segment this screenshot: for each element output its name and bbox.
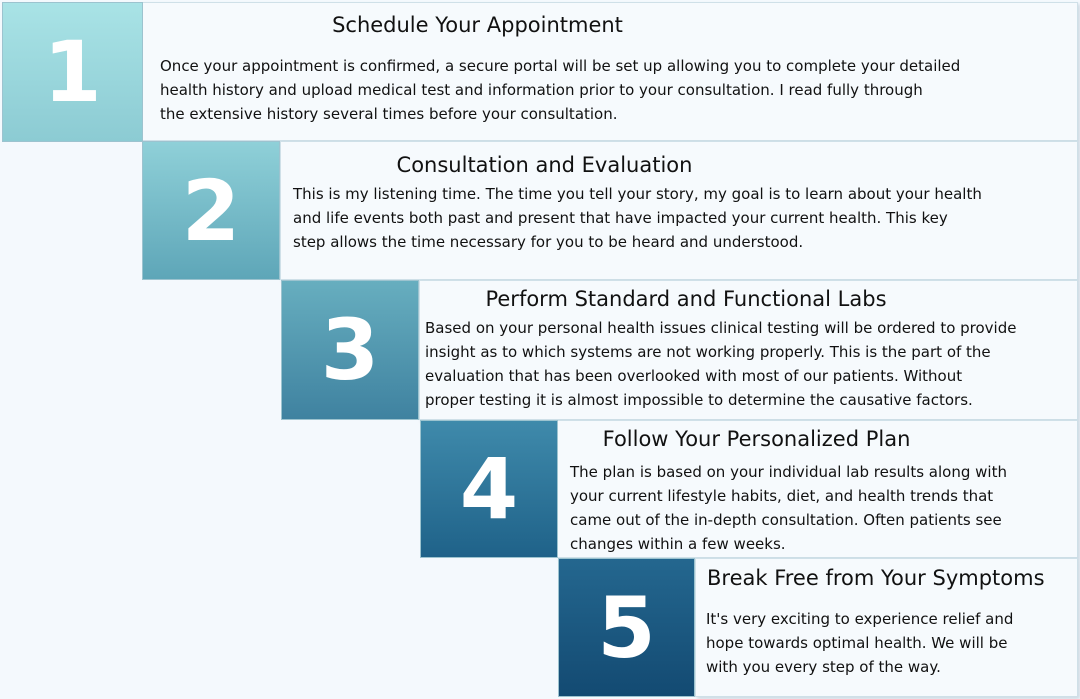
step-5-line: with you every step of the way.	[706, 658, 941, 676]
step-4-description	[570, 460, 1007, 556]
step-3-title: Perform Standard and Functional Labs	[485, 287, 887, 311]
step-3-line: evaluation that has been overlooked with most of our patients. Without	[425, 367, 963, 385]
step-1-description	[160, 54, 960, 126]
step-3-line: insight as to which systems are not working properly. This is the part of the	[425, 343, 991, 361]
step-2-line: and life events both past and present that have impacted your current health. This key	[293, 209, 948, 227]
step-1-line: health history and upload medical test and information prior to your consultation. I read fully through	[160, 81, 923, 99]
step-5-number: 5	[558, 558, 695, 697]
step-5-title: Break Free from Your Symptoms	[707, 566, 1045, 590]
step-4-line: changes within a few weeks.	[570, 535, 786, 553]
step-3-line: Based on your personal health issues clinical testing will be ordered to provide	[425, 319, 1017, 337]
step-2-title: Consultation and Evaluation	[396, 153, 693, 177]
step-2-description	[293, 182, 982, 254]
step-2-line: This is my listening time. The time you tell your story, my goal is to learn about your health	[293, 185, 982, 203]
step-4-title: Follow Your Personalized Plan	[602, 427, 911, 451]
step-3-line: proper testing it is almost impossible to determine the causative factors.	[425, 391, 973, 409]
step-2-line: step allows the time necessary for you to be heard and understood.	[293, 233, 804, 251]
step-4-line: your current lifestyle habits, diet, and health trends that	[570, 487, 994, 505]
step-3-description	[425, 316, 1016, 412]
step-5-description	[706, 607, 1013, 679]
step-3-number: 3	[281, 280, 419, 420]
step-2-number: 2	[142, 141, 280, 280]
step-4-number: 4	[420, 420, 558, 558]
step-1-line: Once your appointment is confirmed, a secure portal will be set up allowing you to complete your detailed	[160, 57, 961, 75]
step-1-line: the extensive history several times before your consultation.	[160, 105, 618, 123]
step-1-number: 1	[2, 2, 143, 142]
step-4-line: came out of the in-depth consultation. Often patients see	[570, 511, 1002, 529]
step-5-line: It's very exciting to experience relief and	[706, 610, 1014, 628]
step-5-line: hope towards optimal health. We will be	[706, 634, 1008, 652]
step-4-line: The plan is based on your individual lab results along with	[570, 463, 1007, 481]
step-1-title: Schedule Your Appointment	[332, 13, 623, 37]
